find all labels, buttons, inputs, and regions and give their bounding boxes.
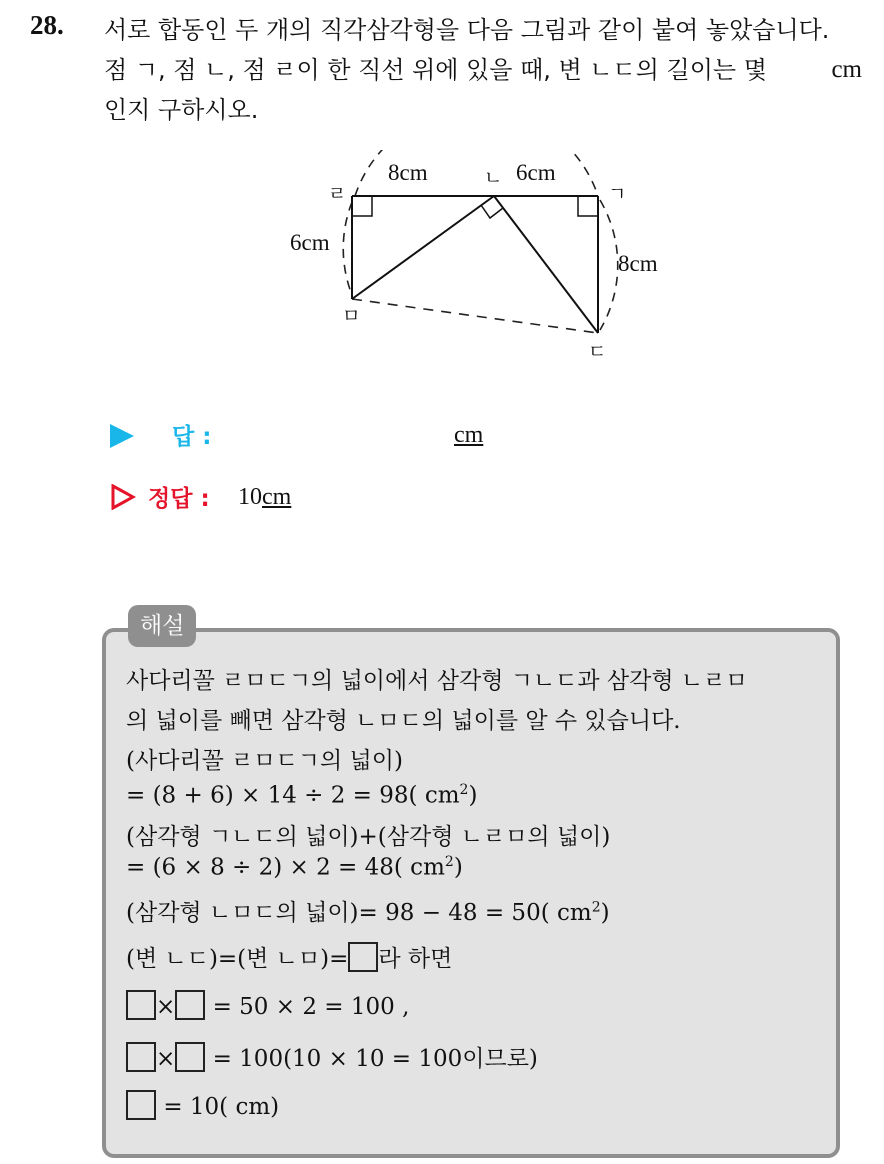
blank-box: [126, 1042, 156, 1072]
right-angle-r: [352, 196, 372, 216]
question-text: [104, 10, 874, 130]
explanation-line-10: × = 100(10 × 10 = 100이므로): [126, 1040, 538, 1073]
label-top-right: 6cm: [516, 160, 556, 185]
explanation-line-11: = 10( cm): [126, 1090, 279, 1120]
dashed-line-md: [352, 299, 598, 333]
blank-box: [126, 1090, 156, 1120]
answer-unit: cm: [454, 422, 484, 448]
line-nm: [352, 196, 494, 299]
question-line-1: 서로 합동인 두 개의 직각삼각형을 다음 그림과 같이 붙여 놓았습니다.: [104, 16, 830, 44]
label-right-side: 8cm: [618, 251, 658, 276]
point-d: ㄷ: [588, 341, 607, 363]
point-r: ㄹ: [328, 183, 347, 205]
answer-triangle-icon: [110, 424, 134, 448]
point-n: ㄴ: [484, 167, 503, 189]
explanation-line-1: 사다리꼴 ㄹㅁㄷㄱ의 넓이에서 삼각형 ㄱㄴㄷ과 삼각형 ㄴㄹㅁ: [126, 668, 748, 694]
dashed-arc-right: [600, 200, 618, 330]
question-line-2: 점 ㄱ, 점 ㄴ, 점 ㄹ이 한 직선 위에 있을 때, 변 ㄴㄷ의 길이는 몇 cm: [104, 56, 862, 84]
correct-answer-label: 정답 :: [148, 486, 210, 512]
blank-box: [348, 942, 378, 972]
dashed-arc-left: [343, 202, 352, 295]
blank-box: [126, 990, 156, 1020]
explanation-line-2: 의 넓이를 빼면 삼각형 ㄴㅁㄷ의 넓이를 알 수 있습니다.: [126, 708, 681, 734]
correct-answer-value: 10cm: [238, 484, 292, 510]
right-angle-n: [481, 205, 503, 218]
answer-label: 답 :: [172, 424, 212, 450]
explanation-line-7: (삼각형 ㄴㅁㄷ의 넓이)= 98 − 48 = 50( $cm^2$): [126, 899, 610, 926]
point-g: ㄱ: [608, 183, 627, 205]
label-top-left: 8cm: [388, 160, 428, 185]
explanation-line-3: (사다리꼴 ㄹㅁㄷㄱ의 넓이): [126, 748, 403, 774]
blank-box: [175, 990, 205, 1020]
question-line-3: 인지 구하시오.: [104, 96, 259, 124]
triangle-figure: [270, 150, 670, 375]
explanation-line-5: (삼각형 ㄱㄴㄷ의 넓이)+(삼각형 ㄴㄹㅁ의 넓이): [126, 824, 611, 850]
point-m: ㅁ: [342, 305, 361, 327]
right-angle-g: [578, 196, 598, 216]
explanation-line-4: = (8 + 6) × 14 ÷ 2 = 98( $cm^2$): [126, 782, 478, 809]
question-number: 28.: [30, 10, 64, 40]
explanation-line-9: × = 50 × 2 = 100 ,: [126, 990, 409, 1020]
explanation-line-6: = (6 × 8 ÷ 2) × 2 = 48( $cm^2$): [126, 854, 463, 881]
explanation-tag: 해설: [128, 605, 196, 647]
correct-answer-triangle-icon: [110, 484, 136, 510]
blank-box: [175, 1042, 205, 1072]
label-left-side: 6cm: [290, 230, 330, 255]
explanation-line-8: (변 ㄴㄷ)=(변 ㄴㅁ)= 라 하면: [126, 940, 452, 973]
